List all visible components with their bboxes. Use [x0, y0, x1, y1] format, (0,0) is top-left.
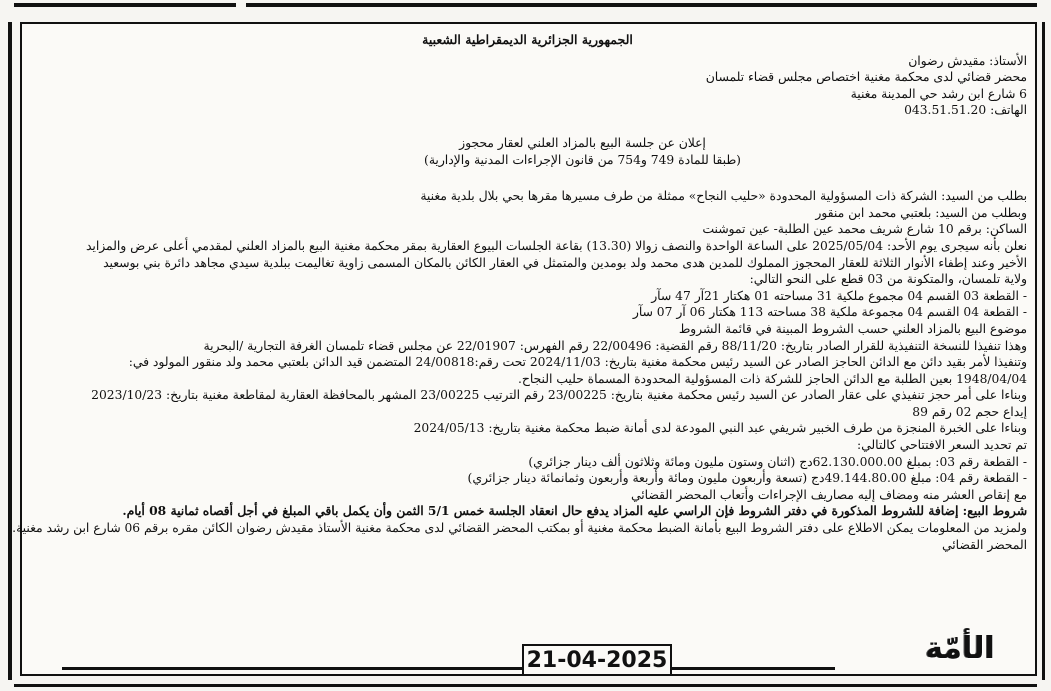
body-line: نعلن بأنه سيجرى يوم الأحد: 2025/05/04 على الساعة الواحدة والنصف زوالا (13.30) بقاعة الجلسات البيوع العقارية بمقر محكمة مغنية البيع بالمزاد العلني لمقدمي أعلى عرض والمزايد [85, 238, 1027, 253]
body-line: - القطعة 03 القسم 04 مجموع ملكية 31 مساحته 01 هكتار 21آر 47 سآر [651, 288, 1027, 303]
notice-title: إعلان عن جلسة البيع بالمزاد العلني لعقار محجوز [459, 135, 706, 150]
lawyer-address: 6 شارع ابن رشد حي المدينة مغنية [850, 86, 1027, 101]
notice-content [12, 32, 1027, 553]
body-line: إيداع حجم 02 رقم 89 [912, 404, 1027, 419]
body-line: وبطلب من السيد: بلعتبي محمد ابن منقور [815, 205, 1027, 220]
notice-footer [22, 631, 1035, 674]
body-line: الساكن: برقم 10 شارع شريف محمد عين الطلبة- عين تموشنت [702, 222, 1027, 237]
body-line: وبناءا على الخبرة المنجزة من طرف الخبير شريفي عبد النبي المودعة لدى أمانة ضبط محكمة مغنية بتاريخ: 2024/05/13 [413, 421, 1027, 436]
newspaper-logo: الأمّة [925, 631, 995, 666]
footer-rule [62, 667, 835, 670]
body-line: مع إنقاص العشر منه ومضاف إليه مصاريف الإجراءات وأتعاب المحضر القضائي [630, 487, 1027, 502]
sale-conditions: شروط البيع: إضافة للشروط المذكورة في دفتر الشروط فإن الراسي عليه المزاد يدفع حال انعقاد الجلسة خمس 5/1 الثمن وأن يكمل باقي المبلغ في أجل أقصاه ثمانية 08 أيام. [122, 503, 1027, 519]
lawyer-role: محضر قضائي لدى محكمة مغنية اختصاص مجلس قضاء تلمسان [705, 70, 1027, 85]
body-line: - القطعة رقم 04: مبلغ 49.144.80.00دج (تسعة وأربعون مليون ومائة وأربعة وأربعون وثمانمائة دينار جزائري) [467, 471, 1027, 486]
body-line: - القطعة 04 القسم 04 مجموعة ملكية 38 مساحته 113 هكتار 06 آر 07 سآر [632, 305, 1027, 320]
body-line: 1948/04/04 بعين الطلبة مع الدائن الحاجز للشركة ذات المسؤولية المحدودة المسماة حليب النجاح. [517, 371, 1027, 386]
left-column-rule [8, 22, 12, 680]
body-line: ولمزيد من المعلومات يمكن الاطلاع على دفتر الشروط البيع بأمانة الضبط محكمة مغنية أو بمكتب المحضر القضائي لدى محكمة مغنية الأستاذ مقيدش رضوان الكائن مقره برقم 06 شارع ابن رشد مغنية. [12, 521, 1027, 536]
signature-label: المحضر القضائي [941, 537, 1027, 552]
bottom-rule [14, 684, 1037, 687]
body-line: - القطعة رقم 03: بمبلغ 62.130.000.00دج (اثنان وستون مليون ومائة وثلاثون ألف دينار جزائري) [528, 454, 1027, 469]
lawyer-name: الأستاذ: مقيدش رضوان [908, 53, 1027, 68]
publication-date: 21-04-2025 [522, 644, 672, 674]
body-line: وتنفيذا لأمر بقيد دائن مع الدائن الحاجز الصادر عن السيد رئيس محكمة مغنية بتاريخ: 2024/11/03 تحت رقم:24/00818 المتضمن قيد الدائن بلعتبي محمد ولد منقور المولود في: [128, 355, 1027, 370]
top-rule [0, 0, 1051, 9]
body-line: تم تحديد السعر الافتتاحي كالتالي: [856, 438, 1027, 453]
lawyer-phone: الهاتف: 043.51.51.20 [904, 103, 1027, 118]
body-line: وهذا تنفيذا للنسخة التنفيذية للقرار الصادر بتاريخ: 88/11/20 رقم القضية: 22/00496 رقم الفهرس: 22/01907 عن مجلس قضاء تلمسان الغرفة التجارية /البحرية [203, 338, 1027, 353]
body-line: ولاية تلمسان، والمتكونة من 03 قطع على النحو التالي: [749, 272, 1027, 287]
body-line: الأخير وعند إطفاء الأنوار الثلاثة للعقار المحجوز المملوك للمدين هدى محمد ولد بومدين والمتمثل في العقار الكائن بالمكان المسمى زاوية تغاليمت ببلدية سيدي مجاهد دائرة بني بوسعيد [103, 255, 1027, 270]
right-column-rule [1042, 22, 1045, 680]
body-line: بطلب من السيد: الشركة ذات المسؤولية المحدودة «حليب النجاح» ممثلة من طرف مسيرها مقرها بحي بلال بلدية مغنية [420, 189, 1027, 204]
notice-frame [12, 22, 1037, 676]
notice-subtitle: (طبقا للمادة 749 و754 من قانون الإجراءات المدنية والإدارية) [424, 152, 741, 167]
body-line: وبناءا على أمر حجز تنفيذي على عقار الصادر عن السيد رئيس محكمة مغنية بتاريخ: 23/00225 رقم الترتيب 23/00225 المشهر بالمحافظة العقارية لمقاطعة مغنية بتاريخ: 2023/10/23 [91, 388, 1027, 403]
body-line: موضوع البيع بالمزاد العلني حسب الشروط المبينة في قائمة الشروط [678, 321, 1027, 336]
republic-heading: الجمهورية الجزائرية الديمقراطية الشعبية [422, 32, 633, 47]
